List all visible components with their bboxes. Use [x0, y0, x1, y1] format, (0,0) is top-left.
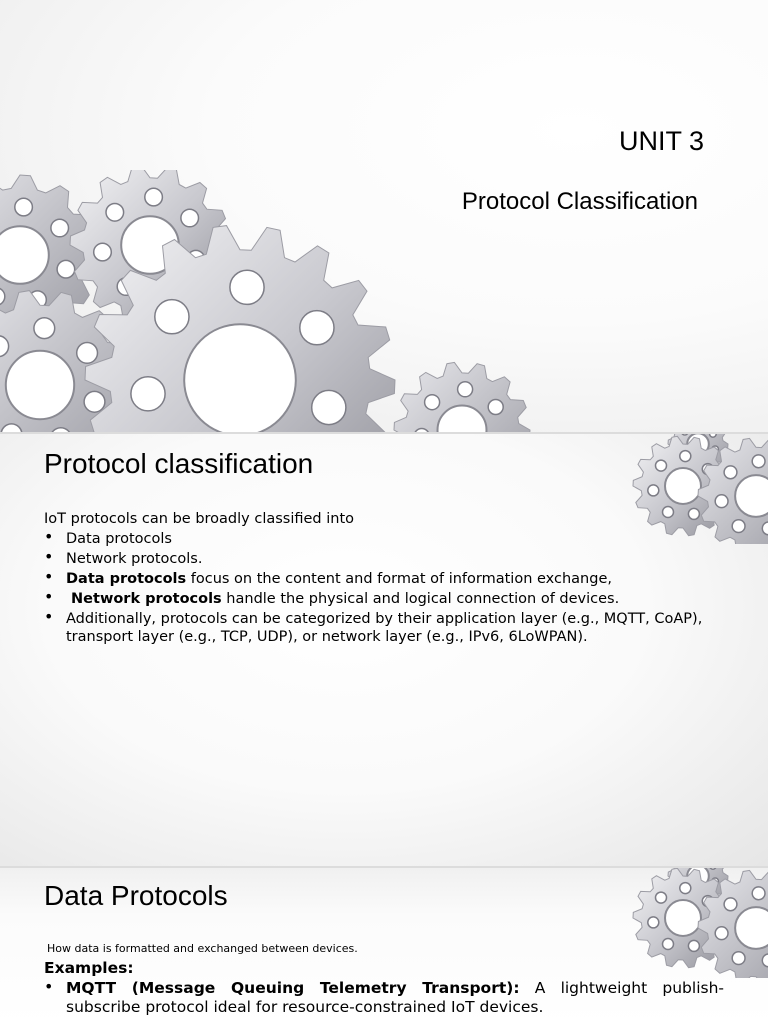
- slide-heading: Protocol classification: [44, 448, 314, 479]
- list-item: • MQTT (Message Queuing Telemetry Transport): A lightweight publish-subscribe protocol ideal for resource-constrained IoT devices.: [44, 979, 724, 1017]
- examples-label: Examples:: [44, 959, 134, 977]
- bullet-list: [44, 979, 724, 1017]
- slide-subtitle: Protocol Classification: [461, 188, 698, 215]
- gear-icon: [394, 362, 530, 432]
- slide-body: [44, 510, 714, 648]
- note-text: How data is formatted and exchanged between devices.: [47, 942, 358, 955]
- title-slide: [0, 0, 768, 432]
- list-item: • Network protocols.: [44, 550, 714, 568]
- slide-body: [44, 942, 724, 1017]
- bullet-list: [44, 530, 714, 646]
- slide-heading: Data Protocols: [44, 880, 228, 911]
- intro-text: IoT protocols can be broadly classified into: [44, 511, 355, 527]
- list-item: • Data protocols focus on the content and format of information exchange,: [44, 570, 714, 588]
- slide-title: UNIT 3: [618, 126, 704, 156]
- content-slide-classification: [0, 434, 768, 866]
- list-item: • Network protocols handle the physical and logical connection of devices.: [44, 590, 714, 608]
- content-slide-data-protocols: [0, 868, 768, 1024]
- list-item: • Additionally, protocols can be categorized by their application layer (e.g., MQTT, CoAP), transport layer (e.g., TCP, UDP), or network layer (e.g., IPv6, 6LoWPAN).: [44, 610, 714, 646]
- list-item: • Data protocols: [44, 530, 714, 548]
- gears-illustration: [0, 170, 540, 432]
